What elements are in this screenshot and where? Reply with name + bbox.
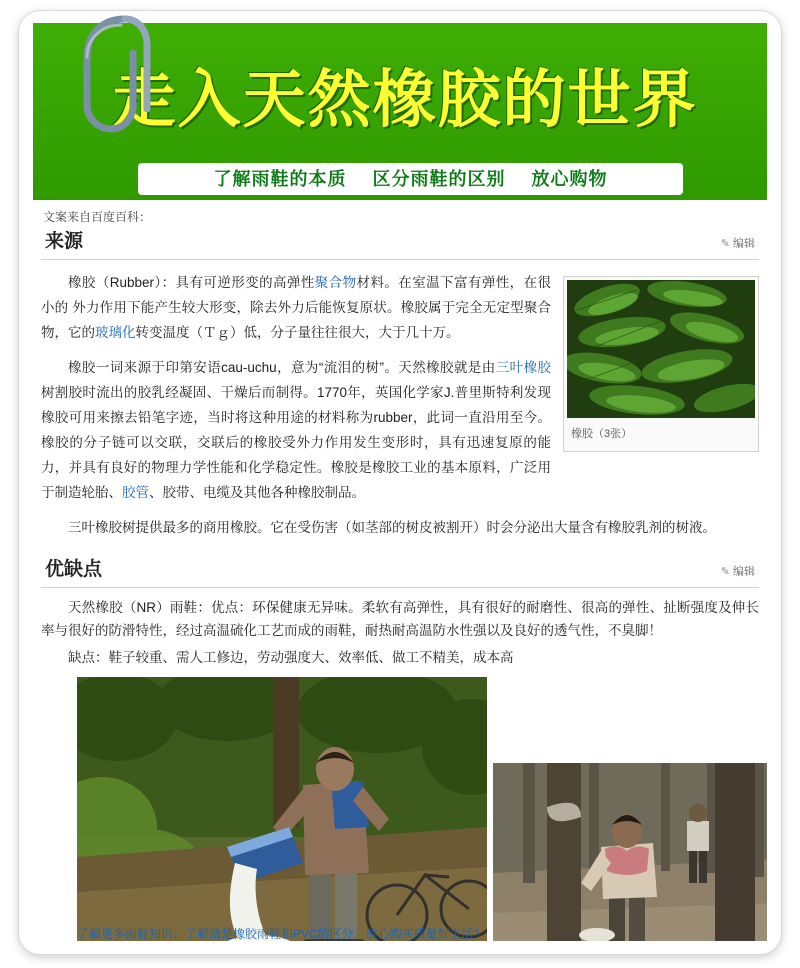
paragraph-source-3: 三叶橡胶树提供最多的商用橡胶。它在受伤害（如茎部的树皮被割开）时会分泌出大量含有橡胶乳剂的树液。 bbox=[68, 520, 716, 535]
paragraph-source-2: 橡胶一词来源于印第安语cau-uchu，意为“流泪的树”。天然橡胶就是由三叶橡胶树割胶时流出的胶乳经凝固、干燥后而制得。1770年，英国化学家J.普里斯特利发现橡胶可用来擦去铅笔字迹，当时将这种用途的材料称为rubber，此词一直沿用至今。橡胶的分子链可以交联，交联后的橡胶受外力作用发生变形时，具有迅速复原的能力，并具有良好的物理力学性能和化学稳定性。橡胶是橡胶工业的基本原料，广泛用于制造轮胎、胶管、胶带、电缆及其他各种橡胶制品。 bbox=[41, 360, 551, 500]
paragraph-cons: 缺点：鞋子较重、需人工修边，劳动强度大、效率低、做工不精美，成本高 bbox=[68, 650, 514, 665]
rubber-leaves-illustration bbox=[567, 280, 755, 418]
section-header-source bbox=[41, 230, 759, 260]
pencil-icon: ✎ bbox=[720, 238, 730, 250]
link-hose[interactable]: 胶管 bbox=[122, 485, 149, 500]
section-header-pros-cons bbox=[41, 558, 759, 588]
section-title-source: 来源 bbox=[45, 230, 84, 252]
document-content bbox=[33, 206, 767, 941]
page-banner bbox=[33, 23, 767, 200]
document-card bbox=[18, 10, 782, 955]
banner-subtitle bbox=[138, 163, 683, 195]
figure-rubber-leaves bbox=[563, 276, 759, 452]
photo-pouring-latex bbox=[77, 677, 487, 941]
source-note: 文案来自百度百科： bbox=[43, 210, 152, 224]
edit-link-source-label: 编辑 bbox=[733, 238, 755, 250]
edit-link-source[interactable] bbox=[721, 233, 755, 255]
link-polymer[interactable]: 聚合物 bbox=[314, 275, 357, 290]
link-glass-transition[interactable]: 玻璃化 bbox=[95, 325, 136, 340]
edit-link-pros-cons[interactable] bbox=[721, 561, 755, 583]
pouring-latex-illustration bbox=[77, 677, 487, 941]
bottom-strip: 了解更多雨鞋知识：了解清楚橡胶雨鞋﻿和PVC的区分，放心购买质量好生活！ bbox=[77, 927, 486, 941]
photo-gallery bbox=[41, 677, 759, 941]
figure-rubber-leaves-caption: 橡胶（3张） bbox=[571, 428, 633, 440]
banner-title: 走入天然橡胶的世界 bbox=[112, 63, 698, 136]
edit-link-pros-cons-label: 编辑 bbox=[733, 566, 755, 578]
tapping-rubber-tree-illustration bbox=[493, 763, 767, 941]
banner-subtitle-item-3: 放心购物 bbox=[531, 169, 608, 189]
banner-subtitle-item-1: 了解雨鞋的本质 bbox=[213, 169, 347, 189]
pencil-icon: ✎ bbox=[720, 566, 730, 578]
banner-subtitle-item-2: 区分雨鞋的区别 bbox=[372, 169, 506, 189]
section-title-pros-cons: 优缺点 bbox=[45, 558, 103, 580]
link-hevea-tree[interactable]: 三叶橡胶 bbox=[495, 360, 551, 375]
document-inner bbox=[33, 23, 767, 941]
figure-rubber-leaves-image bbox=[567, 280, 755, 418]
photo-tapping-tree bbox=[493, 763, 767, 941]
paragraph-source-1: 橡胶（Rubber）：具有可逆形变的高弹性聚合物材料。在室温下富有弹性，在很小的 外力作用下能产生较大形变，除去外力后能恢复原状。橡胶属于完全无定型聚合物，它的玻璃化转变温度（Ｔｇ）低，分子量往往很大，大于几十万。 bbox=[41, 275, 552, 340]
source-body bbox=[41, 270, 759, 540]
paragraph-pros: 天然橡胶（NR）雨鞋：优点：环保健康无异味。柔软有高弹性，具有很好的耐磨性、很高的弹性、扯断强度及伸长率与很好的防滑特性，经过高温硫化工艺而成的雨鞋，耐热耐高温防水性强以及良好的透气性，不臭脚！ bbox=[41, 600, 759, 638]
